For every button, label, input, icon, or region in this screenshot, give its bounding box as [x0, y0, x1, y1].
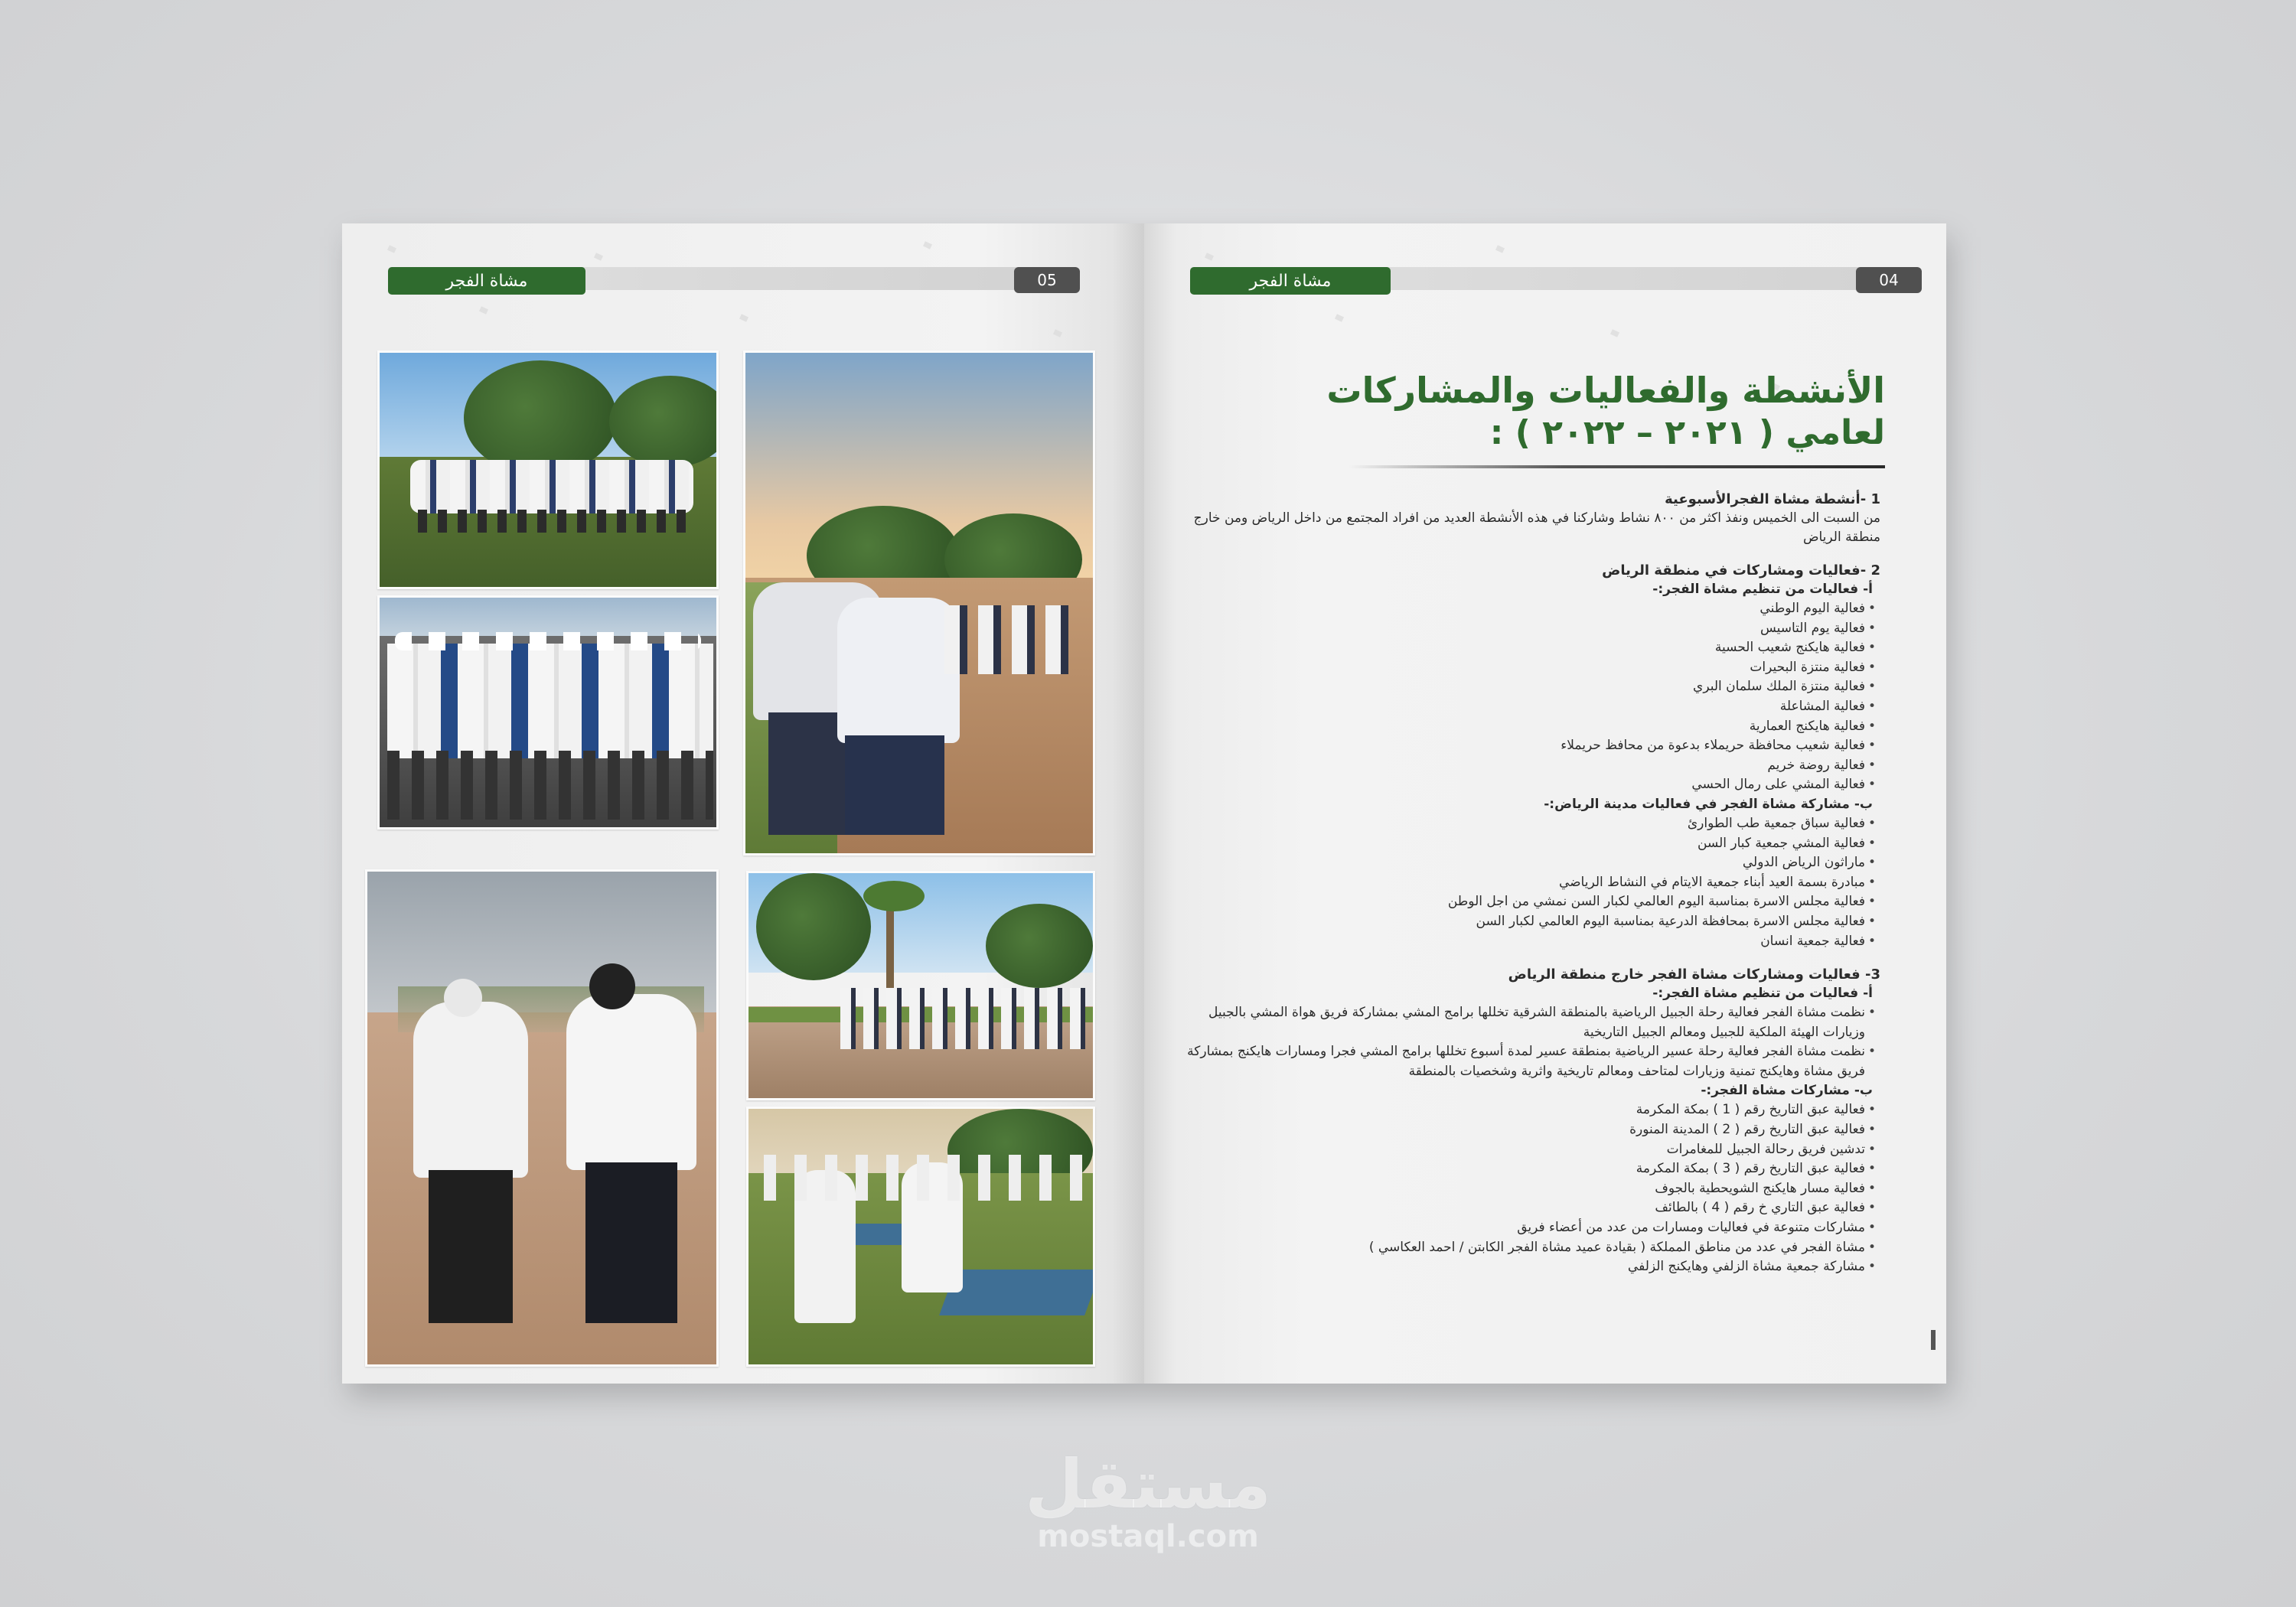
watermark [1018, 1445, 1278, 1554]
section-2-sub-a: أ- فعاليات من تنظيم مشاة الفجر:- [1652, 582, 1873, 597]
header-label: مشاة الفجر [1190, 267, 1391, 295]
speckle [479, 306, 488, 315]
list-item: • مشاركات متنوعة في فعاليات ومسارات من عدد من أعضاء فريق [1169, 1218, 1876, 1238]
list-item: • فعالية مسار هايكنج الشويحطية بالجوف [1169, 1179, 1876, 1199]
title-divider [1349, 465, 1885, 468]
section-3-sub-b: ب- مشاركات مشاة الفجر:- [1701, 1083, 1873, 1099]
list-item: • تدشين فريق رحالة الجبيل للمغامرات [1169, 1140, 1876, 1160]
speckle [1335, 314, 1344, 322]
list-item: • فعالية اليوم الوطني [1169, 599, 1876, 619]
section-2-title: 2 -فعاليات ومشاركات في منطقة الرياض [1602, 562, 1880, 579]
list-item: • مبادرة بسمة العيد أبناء جمعية الايتام في النشاط الرياضي [1169, 873, 1876, 893]
left-page [342, 223, 1144, 1384]
list-item: • فعالية مجلس الاسرة بمحافظة الدرعية بمناسبة اليوم العالمي لكبار السن [1169, 912, 1876, 932]
watermark-url: mostaql.com [1037, 1519, 1259, 1554]
list-item: • فعالية جمعية انسان [1169, 932, 1876, 952]
park-exercise-mats [746, 1107, 1095, 1367]
list-item: • فعالية عبق التاري خ رقم ( 4 ) بالطائف [1169, 1198, 1876, 1218]
list-item: • فعالية منتزة الملك سلمان البري [1169, 677, 1876, 697]
section-3-list-a [1169, 1003, 1880, 1081]
speckle [387, 245, 396, 253]
list-item: • فعالية المشي جمعية كبار السن [1169, 834, 1876, 854]
walking-path-sunset [743, 350, 1095, 856]
page-number: 05 [1014, 267, 1080, 293]
walking-event-crowd [377, 595, 719, 830]
list-item: • فعالية هايكنج شعيب الحسية [1169, 638, 1876, 658]
speckle [739, 314, 748, 322]
section-1-text: من السبت الى الخميس ونفذ اكثر من ٨٠٠ نشاط وشاركنا في هذه الأنشطة العديد من افراد المجتمع من داخل الرياض ومن خارج منطقة الرياض [1193, 510, 1880, 545]
speckle [1053, 329, 1062, 337]
page-number: 04 [1856, 267, 1922, 293]
list-item: • فعالية منتزة البحيرات [1169, 658, 1876, 678]
watermark-logo: مستقل [1025, 1445, 1271, 1524]
list-item: • فعالية المشاعلة [1169, 697, 1876, 717]
section-3-title: 3- فعاليات ومشاركات مشاة الفجر خارج منطقة الرياض [1508, 966, 1880, 983]
list-item: • فعالية المشي على رمال الحسي [1169, 775, 1876, 795]
page-title: الأنشطة والفعاليات والمشاركات [1326, 370, 1885, 411]
list-item: • فعالية روضة خريم [1169, 756, 1876, 776]
brochure-spread [342, 223, 1946, 1384]
list-item: • فعالية عبق التاريخ رقم ( 2 ) المدينة المنورة [1169, 1120, 1876, 1140]
list-item: • فعالية يوم التاسيس [1169, 619, 1876, 639]
list-item: • مشاة الفجر في عدد من مناطق المملكة ( بقيادة عميد مشاة الفجر الكابتن / احمد العكاسي ) [1169, 1238, 1876, 1258]
list-item: • نظمت مشاة الفجر فعالية رحلة عسير الرياضية بمنطقة عسير لمدة أسبوع تخللها برامج المشي فجرا ومسارات هايكنج بمشاركة فريق مشاة وهايكنج تمنية وزيارات لمتاحف ومعالم تاريخية واثرية وشخصيات بالمنطقة [1169, 1042, 1876, 1081]
speckle [1205, 253, 1214, 261]
speckle [594, 253, 603, 261]
park-walk-group [746, 871, 1095, 1100]
speckle [923, 241, 932, 249]
section-3-sub-a: أ- فعاليات من تنظيم مشاة الفجر:- [1652, 986, 1873, 1002]
list-item: • فعالية سباق جمعية طب الطوارئ [1169, 814, 1876, 834]
group-photo-park [377, 350, 719, 589]
page-subtitle: لعامي ( ٢٠٢١ – ٢٠٢٢ ) : [1489, 413, 1885, 452]
section-2-list-a [1169, 599, 1880, 795]
list-item: • فعالية شعيب محافظة حريملاء بدعوة من محافظ حريملاء [1169, 736, 1876, 756]
list-item: • نظمت مشاة الفجر فعالية رحلة الجبيل الرياضية بالمنطقة الشرقية تخللها برامج المشي بمشاركة فريق هواة المشي بالجبيل وزيارات الهيئة الملكية للجبيل ومعالم الجبيل التاريخية [1169, 1003, 1876, 1042]
list-item: • مشاركة جمعية مشاة الزلفي وهايكنج الزلفي [1169, 1257, 1876, 1277]
desert-walk [365, 869, 719, 1367]
activities-content [1169, 490, 1880, 1277]
section-3-list-b [1169, 1100, 1880, 1276]
list-item: • فعالية عبق التاريخ رقم ( 1 ) بمكة المكرمة [1169, 1100, 1876, 1120]
list-item: • فعالية عبق التاريخ رقم ( 3 ) بمكة المكرمة [1169, 1159, 1876, 1179]
list-item: • فعالية مجلس الاسرة بمناسبة اليوم العالمي لكبار السن نمشي من اجل الوطن [1169, 892, 1876, 912]
section-1-title: 1 -أنشطة مشاة الفجرالأسبوعية [1665, 491, 1880, 507]
header-label: مشاة الفجر [388, 267, 585, 295]
list-item: • ماراثون الرياض الدولي [1169, 853, 1876, 873]
section-2-sub-b: ب- مشاركة مشاة الفجر في فعاليات مدينة الرياض:- [1544, 796, 1873, 812]
speckle [1610, 329, 1619, 337]
speckle [1495, 245, 1505, 253]
section-2-list-b [1169, 814, 1880, 951]
right-page [1144, 223, 1946, 1384]
page-edge-marker [1931, 1330, 1936, 1350]
list-item: • فعالية هايكنج العمارية [1169, 717, 1876, 737]
